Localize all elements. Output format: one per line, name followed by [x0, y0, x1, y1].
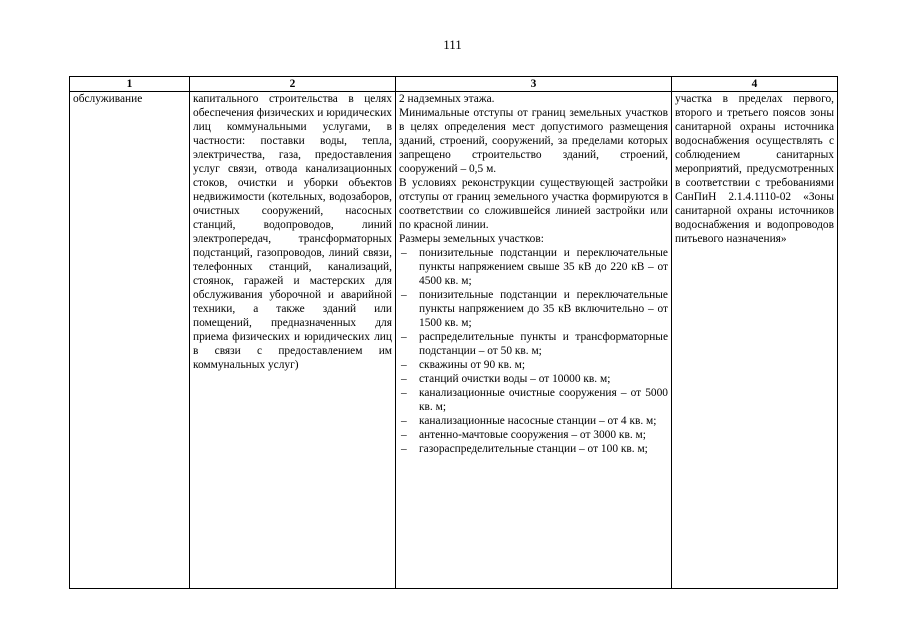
- list-item: – распределительные пункты и трансформаторные подстанции – от 50 кв. м;: [401, 331, 668, 357]
- notes-text: участка в пределах первого, второго и третьего поясов зоны санитарной охраны источника водоснабжения осуществлять с соблюдением санитарных мероприятий, предусмотренных в соответствии с требованиями СанПиН 2.1.4.1110-02 «Зоны санитарной охраны источников водоснабжения и водопроводов питьевого назначения»: [675, 93, 834, 245]
- list-item: – канализационные очистные сооружения – от 5000 кв. м;: [401, 387, 668, 413]
- table-header-row: [70, 77, 838, 92]
- table-row: [70, 92, 838, 589]
- list-item: – понизительные подстанции и переключательные пункты напряжением свыше 35 кВ до 220 кВ – от 4500 кв. м;: [401, 247, 668, 287]
- dash-mark: –: [401, 247, 407, 259]
- floors-text: 2 надземных этажа.: [399, 93, 495, 105]
- cell-use-type: [70, 92, 190, 589]
- plot-sizes-list: [399, 246, 668, 456]
- list-item: – понизительные подстанции и переключательные пункты напряжением до 35 кВ включительно – от 1500 кв. м;: [401, 289, 668, 329]
- description-text: капитального строительства в целях обеспечения физических и юридических лиц коммунальными услугами, в частности: поставки воды, тепла, электричества, газа, предоставления услуг связи, отвода канализационных стоков, очистки и уборки объектов недвижимости (котельных, водозаборов, очистных сооружений, насосных станций, водопроводов, линий электропередач, трансформаторных подстанций, газопроводов, линий связи, телефонных станций, канализаций, стоянок, гаражей и мастерских для обслуживания уборочной и аварийной техники, а также зданий или помещений, предназначенных для приема физических и юридических лиц в связи с предоставлением им коммунальных услуг): [193, 93, 392, 371]
- dash-mark: –: [401, 373, 407, 385]
- cell-parameters: [396, 92, 672, 589]
- list-item: – канализационные насосные станции – от 4 кв. м;: [401, 415, 657, 427]
- dash-mark: –: [401, 387, 407, 399]
- setback-text: Минимальные отступы от границ земельных участков в целях определения мест допустимого размещения зданий, строений, сооружений, за пределами которых запрещено строительство зданий, строений, сооружений – 0,5 м.: [399, 107, 668, 175]
- use-type-text: обслуживание: [73, 93, 143, 105]
- list-item: – станций очистки воды – от 10000 кв. м;: [401, 373, 611, 385]
- reconstruction-text: В условиях реконструкции существующей застройки отступы от границ земельного участка формируются в соответствии со сложившейся линией застройки или по красной линии.: [399, 177, 668, 231]
- dash-mark: –: [401, 331, 407, 343]
- page-number: 111: [443, 37, 462, 52]
- cell-description: [190, 92, 396, 589]
- list-item: – газораспределительные станции – от 100 кв. м;: [401, 443, 648, 455]
- plot-sizes-heading: Размеры земельных участков:: [399, 233, 544, 245]
- dash-mark: –: [401, 289, 407, 301]
- header-col-2: 2: [190, 77, 396, 92]
- dash-mark: –: [401, 415, 407, 427]
- regulation-table: [69, 76, 838, 589]
- header-col-3: 3: [396, 77, 672, 92]
- header-col-1: 1: [70, 77, 190, 92]
- cell-notes: [672, 92, 838, 589]
- dash-mark: –: [401, 443, 407, 455]
- dash-mark: –: [401, 429, 407, 441]
- header-col-4: 4: [672, 77, 838, 92]
- list-item: – скважины от 90 кв. м;: [401, 359, 526, 371]
- dash-mark: –: [401, 359, 407, 371]
- list-item: – антенно-мачтовые сооружения – от 3000 кв. м;: [401, 429, 646, 441]
